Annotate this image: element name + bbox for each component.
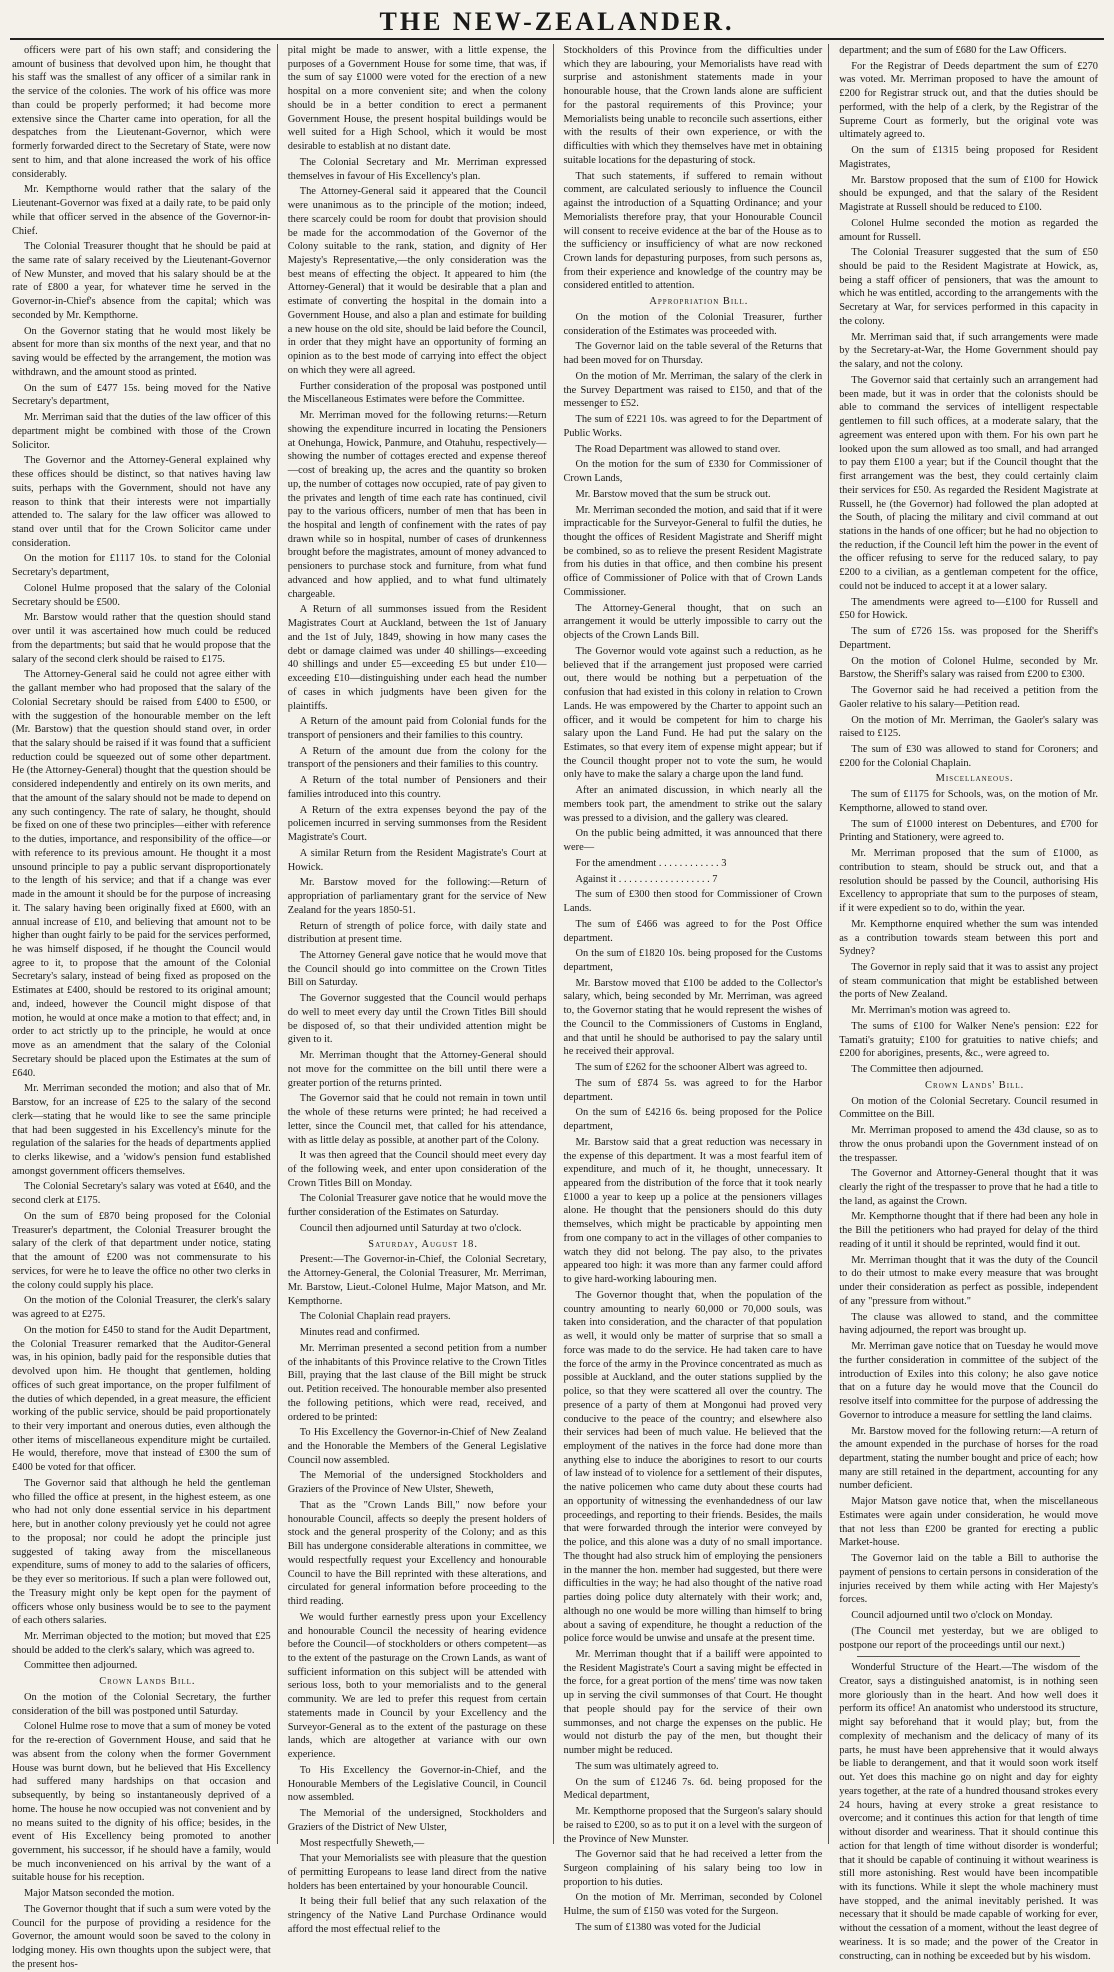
article-paragraph: Major Matson gave notice that, when the miscellaneous Estimates were again under consideration, he would move that not less than £200 be granted for erecting a public Market-house.: [839, 1496, 1098, 1549]
article-paragraph: The Attorney-General said he could not agree either with the gallant member who had proposed that the salary of the Colonial Secretary should be raised from £400 to £500, or with the suggestion of the honourable member on the left (Mr. Barstow) that the question should stand over, in order that the salary should be raised if it was found that a sufficient reduction could be squeezed out of some other department. He (the Attorney-General) thought that the question should be considered independently and entirely on its own merits, and that the amount of the salary should not be made to depend on any such contingency. The rate of salary, he thought, should be fixed on one of these two principles—either with reference to the duties, importance, and responsibility of the office—or with reference to its previous amount. He thought it a most unsound principle to pay a public servant disproportionately to the length of his service; and that if a change was ever made in the amount it should be for the purpose of increasing it. The salary having been originally fixed at £600, with an annual increase of £10, and believing that amount not to be higher than ought fairly to be paid for the services performed, he was himself disposed, if he thought the Council would agree to it, to propose that the amount of the Colonial Secretary's salary, instead of being fixed as proposed on the Estimates at £400, should be restored to its original amount; and, indeed, however the Council might dispose of that motion, he would at once make a motion to that effect; and, in order to act strictly up to the principle, he would at once move as an amendment that the salary of the Colonial Secretary should be placed upon the Estimates at the sum of £640.: [12, 669, 271, 1079]
article-paragraph: (The Council met yesterday, but we are obliged to postpone our report of the proceedings until our next.): [839, 1625, 1098, 1651]
article-paragraph: The Governor said that he had received a letter from the Surgeon complaining of his salary being too low in proportion to his duties.: [563, 1849, 823, 1888]
article-paragraph: On the sum of £1246 7s. 6d. being proposed for the Medical department,: [563, 1776, 823, 1802]
article-paragraph: On the sum of £4216 6s. being proposed for the Police department,: [563, 1107, 823, 1133]
article-paragraph: officers were part of his own staff; and considering the amount of business that devolved upon him, he thought that his staff was the smallest of any officer of a similar rank in the service of the colonies. The work of his office was more than could be properly performed; it had become more extensive since the Charter came into operation, for all the despatches from the Lieutenant-Governor, which were formerly forwarded direct to the Secretary of State, were now sent to him, and that alone increased the work of his office considerably.: [12, 45, 271, 180]
article-paragraph: The Memorial of the undersigned, Stockholders and Graziers of the District of New Ulster,: [287, 1808, 547, 1833]
article-paragraph: That such statements, if suffered to remain without comment, are calculated seriously to influence the Council against the introduction of a Squatting Ordinance; and your Memorialists therefore pray, that your Honourable Council will consent to receive evidence at the bar of the House as to the sufficiency or insufficiency of what are now reckoned Crown lands for depasturing purposes, from such persons as, from their experience and knowledge of the country may be considered entitled to attention.: [563, 170, 823, 292]
article-paragraph: The sum of £1380 was voted for the Judicial: [575, 1921, 761, 1933]
article-paragraph: Mr. Barstow moved for the following return:—A return of the amount expended in the purchase of horses for the road department, stating the number bought and price of each; how many are still retained in the department, accounting for any number deficient.: [839, 1425, 1098, 1492]
article-paragraph: That as the "Crown Lands Bill," now before your honourable Council, affects so deeply the present holders of stock and the general prosperity of the Colony; and as this Bill has undergone considerable alterations in committee, we would respectfully request your Excellency and honourable Council to have the Bill reprinted with these alterations, and circulated for general information before proceeding to the third reading.: [287, 1499, 547, 1608]
article-paragraph: Mr. Merriman moved for the following returns:—Return showing the expenditure incurred in locating the Pensioners at Onehunga, Howick, Panmure, and Otahuhu, respectively—showing the number of cottages erected and expense thereof—cost of breaking up, the acres and the quantity so broken up, the number of cottages now occupied, rate of pay given to the privates and length of time each rate has continued, civil pay to the various officers, number of men that has been in the hospital and length of confinement with the rates of pay drawn while so in hospital, number of cases of drunkenness brought before the magistrates, amount of money advanced to pensioners to purchase stock and furniture, from what fund advanced and how applied, and to what fund ultimately chargeable.: [287, 410, 547, 600]
article-paragraph: A Return of the total number of Pensioners and their families introduced into this country.: [287, 775, 547, 800]
article-paragraph: Mr. Merriman proposed to amend the 43d clause, so as to throw the onus probandi upon the Government instead of on the trespasser.: [839, 1125, 1098, 1164]
continued-paragraph: department; and the sum of £680 for the Law Officers.: [839, 45, 1067, 56]
article-paragraph: Committee then adjourned.: [24, 1660, 138, 1672]
article-paragraph: Council then adjourned until Saturday at two o'clock.: [299, 1222, 522, 1234]
article-paragraph: Present:—The Governor-in-Chief, the Colonial Secretary, the Attorney-General, the Colonial Treasurer, Mr. Merriman, Mr. Barstow, Lieut.-Colonel Hulme, Major Matson, and Mr. Kempthorne.: [287, 1254, 547, 1307]
article-paragraph: The Colonial Treasurer suggested that the sum of £50 should be paid to the Resident Magistrate at Howick, as, being a staff officer of pensioners, that was the amount to which he was entitled, according to the arrangements with the Secretary at War, for services performed in this capacity in the colony.: [839, 247, 1098, 327]
article-paragraph: The sum of £300 then stood for Commissioner of Crown Lands.: [563, 889, 823, 915]
article-paragraph: On the sum of £477 15s. being moved for the Native Secretary's department,: [12, 382, 271, 408]
article-paragraph: Mr. Barstow proposed that the sum of £100 for Howick should be expunged, and that the salary of the Resident Magistrate at Russell should be reduced to £100.: [839, 174, 1098, 214]
article-paragraph: The Governor thought that, when the population of the country amounting to nearly 60,000 or 70,000 souls, was taken into consideration, and the character of that population as well, it would only be matter of surprise that so small a force was made to do the service. He had taken care to have the force of the army in the Province concentrated as much as possible at Auckland, and the outer stations supplied by the police, so that they were scattered all over the country. The presence of a party of them at Mongonui had proved very conducive to the peace of the country; and elsewhere also their services had been of much value. He believed that the employment of the natives in the force had done more than anything else to induce the aborigines to resort to our courts of law instead of to violence for a settlement of their disputes, the native policemen who came duty about these courts had an opportunity of witnessing the evenhandedness of our law proceedings, and reporting to their friends. Besides, the mails that were forwarded through the interior were conveyed by the police, and this alone was a duty of no small importance. The thought had also struck him of employing the pensioners in the manner the hon. member had suggested, but there were difficulties in the way; he had also thought of the native road parties doing police duty alternately with their work; and, although no one would be more willing than himself to bring about a saving of expenditure, he thought a reduction of the police force would be unwise and unsafe at the present time.: [563, 1289, 823, 1645]
article-paragraph: The Colonial Treasurer thought that he should be paid at the same rate of salary received by the Lieutenant-Governor of New Munster, and moved that his salary should be at the rate of £800 a year, for whatever time he served in the Governor-in-Chief's absence from the capital; which was seconded by Mr. Kempthorne.: [12, 241, 271, 321]
article-paragraph: On the motion of the Colonial Secretary, the further consideration of the bill was postponed until Saturday.: [12, 1691, 271, 1717]
article-paragraph: On motion of the Colonial Secretary. Council resumed in Committee on the Bill.: [839, 1095, 1098, 1121]
article-paragraph: For the Registrar of Deeds department the sum of £270 was voted. Mr. Merriman proposed to have the amount of £200 for Registrar struck out, and that the duties should be performed, with the help of a clerk, by the Registrar of the Supreme Court as formerly, but the original vote was ultimately agreed to.: [839, 60, 1098, 141]
article-paragraph: Return of strength of police force, with daily state and distribution at present time.: [287, 920, 547, 946]
article-paragraph: The Governor said that certainly such an arrangement had been made, but it was in order that the colonists should be able to command the services of intelligent respectable gentlemen to fill such offices, at a moderate salary, that the agreement was entered upon with them. For his own part he looked upon the sum allowed as too small, and had arranged to pay them £100 a year; but if the Council thought that the first arrangement was the best, they could certainly claim their services for £50. As regarded the Resident Magistrate at Russell, he (the Governor) had followed the plan adopted at the South, of placing the military and civil command at out stations in the hands of one officer; but he had no objection to the reduction, if the Council left him the power in the event of the officer refusing to serve for the reduced salary, to pay £200 to a civilian, as a gentleman competent for the office, could not be induced to accept it at a lower salary.: [839, 374, 1098, 592]
article-paragraph: The Governor in reply said that it was to assist any project of steam communication that might be established between the ports of New Zealand.: [839, 962, 1098, 1001]
article-paragraph: The Colonial Treasurer gave notice that he would move the further consideration of the Estimates on Saturday.: [287, 1193, 547, 1219]
article-paragraph: Mr. Merriman thought that it was the duty of the Council to do their utmost to make every measure that was brought under their consideration as perfect as possible, independent of any "pressure from without.": [839, 1254, 1098, 1307]
section-heading: Appropriation Bill.: [649, 296, 749, 308]
article-paragraph: Mr. Merriman proposed that the sum of £1000, as contribution to steam, should be struck out, and that a resolution should be passed by the Council, authorising His Excellency to appropriate that sum to the purposes of steam, if it were expedient so to do, within the year.: [839, 848, 1098, 915]
column-3: [562, 44, 830, 1933]
article-paragraph: On the sum of £1315 being proposed for Resident Magistrates,: [839, 145, 1098, 170]
memorial-address: To His Excellency the Governor-in-Chief, and the Honourable Members of the Legislative Council, in Council now assembled.: [287, 1764, 547, 1804]
article-paragraph: Minutes read and confirmed.: [299, 1327, 420, 1339]
article-paragraph: On the motion of Mr. Merriman, the Gaoler's salary was raised to £125.: [839, 714, 1098, 740]
article-paragraph: On the motion for the sum of £330 for Commissioner of Crown Lands,: [563, 459, 823, 485]
article-paragraph: The Attorney-General said it appeared that the Council were unanimous as to the principle of the motion; indeed, there scarcely could be room for doubt that provision should be made for the accommodation of the Governor of the Colony suitable to the rank, station, and dignity of Her Majesty's Representative,—the only consideration was the best means of effecting the object. It appeared to him (the Attorney-General) that it would be desirable that a plan and estimate of converting the hospital in the domain into a Government House, and also a plan and estimate for building a new house on the old site, should be laid before the Council, in order that they might have an opportunity of forming an opinion as to the best mode of carrying into effect the object on which they were all agreed.: [287, 186, 547, 376]
article-paragraph: On the public being admitted, it was announced that there were—: [563, 828, 823, 854]
article-paragraph: The Attorney-General thought, that on such an arrangement it would be utterly impossible to carry out the objects of the Crown Lands Bill.: [563, 602, 823, 642]
article-paragraph: On the motion of Colonel Hulme, seconded by Mr. Barstow, the Sheriff's salary was raised from £200 to £300.: [839, 655, 1098, 681]
columns: [10, 44, 1104, 1970]
article-paragraph: Mr. Barstow said that a great reduction was necessary in the expense of this department. It was a most fearful item of expenditure, and much of it, he thought, unnecessary. It appeared from the distribution of the force that it took nearly £1000 a year to keep up a police at the pensioners villages alone. He thought that the pensioners should do this duty themselves, which might be practicable by appointing men from one company to act in the villages of other companies to watch they did not belong. The pay also, to the privates appeared too high: it was more than any farmer could afford to give hard-working labouring men.: [563, 1136, 823, 1286]
article-paragraph: The Governor laid on the table several of the Returns that had been moved for on Thursday.: [563, 341, 823, 367]
article-paragraph: Most respectfully Sheweth,—: [299, 1837, 425, 1849]
article-paragraph: The Governor said that he could not remain in town until the whole of these returns were printed; he had received a letter, since the Council met, that called for his attendance, with as little delay as possible, at another part of the Colony.: [287, 1093, 547, 1146]
article-paragraph: It was then agreed that the Council should meet every day of the following week, and enter upon consideration of the Crown Titles Bill on Monday.: [287, 1150, 547, 1189]
article-paragraph: Mr. Barstow moved for the following:—Return of appropriation of parliamentary grant for the service of New Zealand for the years 1850-51.: [287, 877, 547, 916]
section-heading: Miscellaneous.: [935, 773, 1014, 785]
article-paragraph: The Governor and the Attorney-General explained why these offices should be distinct, so that natives having law suits, perhaps with the Government, should not have any reason to think that their interests were not impartially attended to. The salary for the law officer was allowed to stand over until that for the Crown Solicitor came under consideration.: [12, 455, 271, 549]
article-paragraph: Mr. Merriman presented a second petition from a number of the inhabitants of this Province relative to the Crown Titles Bill, praying that the last clause of the Bill might be struck out. Petition received. The honourable member also presented the following petitions, which were read, received, and ordered to be printed:: [287, 1342, 547, 1423]
article-paragraph: That your Memorialists see with pleasure that the question of permitting Europeans to lease land direct from the native holders has been entertained by your honourable Council.: [287, 1853, 547, 1892]
article-paragraph: On the motion of Mr. Merriman, seconded by Colonel Hulme, the sum of £150 was voted for the Surgeon.: [563, 1892, 823, 1918]
article-paragraph: The sum of £874 5s. was agreed to for the Harbor department.: [563, 1077, 823, 1103]
article-paragraph: Mr. Kempthorne proposed that the Surgeon's salary should be raised to £200, so as to put it on a level with the surgeon of the Province of New Munster.: [563, 1806, 823, 1845]
article-paragraph: Council adjourned until two o'clock on Monday.: [851, 1610, 1053, 1622]
article-paragraph: A Return of the amount due from the colony for the transport of the pensioners and their families to this country.: [287, 745, 547, 771]
article-paragraph: The amendments were agreed to—£100 for Russell and £50 for Howick.: [839, 596, 1098, 622]
article-paragraph: The Governor laid on the table a Bill to authorise the payment of pensions to certain persons in consideration of the injuries received by them while acting with Her Majesty's forces.: [839, 1553, 1098, 1606]
article-paragraph: Mr. Merriman's motion was agreed to.: [851, 1005, 1011, 1017]
article-paragraph: The Governor said that although he held the gentleman who filled the office at present, in the highest esteem, as one who had not only done essential service in his department here, but in another colony previously yet he could not agree to the proposal; nor could he adopt the principle just suggested of taking away from the miscellaneous expenditure, sums of money to add to the salaries of officers, be they ever so meritorious. If such a plan were followed out, the Treasury might only be kept open for the payment of officers whose only business would be to see to the payment of each others salaries.: [12, 1477, 271, 1627]
article-paragraph: The sum of £221 10s. was agreed to for the Department of Public Works.: [563, 414, 823, 439]
article-paragraph: On the motion for £1117 10s. to stand for the Colonial Secretary's department,: [12, 553, 271, 579]
article-paragraph: Mr. Barstow moved that £100 be added to the Collector's salary, which, being seconded by Mr. Merriman, was agreed to, the Governor stating that he would represent the wishes of the Council to the Commissioners of Customs in England, and that until he should be authorised to pay the salary until he received their approval.: [563, 977, 823, 1058]
article-paragraph: A Return of all summonses issued from the Resident Magistrates Court at Auckland, between the 1st of January and the 1st of July, 1849, showing in how many cases the debt or damage claimed was under 40 shillings—exceeding 40 shillings and under £5—exceeding £5 but under £10—exceeding £10—distinguishing under each head the number of cases in which judgments have been given for the plaintiffs.: [287, 604, 547, 712]
article-paragraph: The Colonial Secretary's salary was voted at £640, and the second clerk at £175.: [12, 1181, 271, 1207]
article-paragraph: Mr. Merriman seconded the motion; and also that of Mr. Barstow, for an increase of £25 to the salary of the second clerk—stating that he would like to see the same principle that had been suggested in his Excellency's minute for the regulation of the salaries for the heads of departments applied to clerks likewise, and a 'widow's pension fund established amongst government officers themselves.: [12, 1083, 271, 1177]
vote-count: Against it . . . . . . . . . . . . . . . . . . 7: [575, 873, 718, 885]
memorial-address: To His Excellency the Governor-in-Chief of New Zealand and the Honorable the Members of the General Legislative Council now assembled.: [287, 1427, 547, 1466]
article-paragraph: The sum of £1175 for Schools, was, on the motion of Mr. Kempthorne, allowed to stand over.: [839, 789, 1098, 814]
column-4: [837, 44, 1104, 1962]
article-paragraph: Colonel Hulme rose to move that a sum of money be voted for the re-erection of Government House, and said that he was absent from the colony when the former Government House was burnt down, but he believed that His Excellency had suffered many hardships on that occasion and subsequently, by being so instantaneously deprived of a home. The house he now occupied was not convenient and by no means suited to the dignity of his office; besides, in the event of His Excellency being promoted to another government, his successor, if he should have a family, would be much inconvenienced on his arrival by the want of a suitable house for his reception.: [12, 1721, 271, 1884]
section-rule: [857, 1656, 1080, 1657]
article-paragraph: A Return of the extra expenses beyond the pay of the policemen incurred in serving summonses from the Resident Magistrate's Court.: [287, 804, 547, 844]
article-paragraph: The sum of £30 was allowed to stand for Coroners; and £200 for the Colonial Chaplain.: [839, 743, 1098, 769]
article-paragraph: The Road Department was allowed to stand over.: [575, 443, 781, 455]
article-paragraph: On the sum of £1820 10s. being proposed for the Customs department,: [563, 948, 823, 973]
article-paragraph: Mr. Merriman said that the duties of the law officer of this department might be combined with those of the Crown Solicitor.: [12, 412, 271, 451]
article-paragraph: Mr. Merriman seconded the motion, and said that if it were impracticable for the Surveyor-General to fulfil the duties, he thought the offices of Resident Magistrate and Sheriff might be combined, so as to relieve the present Resident Magistrate from his duties in that office, and then combine his present office of Commissioner of Police with that of Crown Lands Commissioner.: [563, 504, 823, 598]
article-paragraph: Mr. Merriman gave notice that on Tuesday he would move the further consideration in committee of the subject of the introduction of Exiles into this colony; he also gave notice that on a future day he would move that the Council do resolve itself into committee for the purpose of addressing the Governor to introduce a measure for settling the land claims.: [839, 1341, 1098, 1421]
article-paragraph: The sum of £262 for the schooner Albert was agreed to.: [575, 1062, 808, 1074]
article-paragraph: The Governor suggested that the Council would perhaps do well to meet every day until the Crown Titles Bill should be disposed of, so that their undivided attention might be given to it.: [287, 993, 547, 1046]
article-paragraph: Mr. Merriman said that, if such arrangements were made by the Secretary-at-War, the Home Government should pay the salary, and not the colony.: [839, 331, 1098, 371]
article-paragraph: The Attorney General gave notice that he would move that the Council should go into committee on the Crown Titles Bill on Saturday.: [287, 950, 547, 989]
article-paragraph: Mr. Kempthorne thought that if there had been any hole in the Bill the petitioners who had prayed for delay of the third reading of it until it should be reprinted, would find it out.: [839, 1211, 1098, 1250]
article-paragraph: Further consideration of the proposal was postponed until the Miscellaneous Estimates were before the Committee.: [287, 380, 547, 406]
article-paragraph: Mr. Merriman objected to the motion; but moved that £25 should be added to the clerk's salary, which was agreed to.: [12, 1630, 271, 1656]
article-paragraph: Colonel Hulme seconded the motion as regarded the amount for Russell.: [839, 217, 1098, 243]
article-paragraph: The sums of £100 for Walker Nene's pension: £22 for Tamati's gratuity; £100 for gratuities to native chiefs; and £200 for aborigines, presents, &c., were agreed to.: [839, 1020, 1098, 1060]
article-paragraph: The sum of £466 was agreed to for the Post Office department.: [563, 918, 823, 944]
article-paragraph: The Memorial of the undersigned Stockholders and Graziers of the Province of New Ulster, Sheweth,: [287, 1470, 547, 1496]
section-heading: Crown Lands' Bill.: [925, 1079, 1025, 1091]
masthead: THE NEW-ZEALANDER.: [10, 6, 1104, 40]
article-paragraph: Wonderful Structure of the Heart.—The wisdom of the Creator, says a distinguished anatomist, is in nothing seen more gloriously than in the heart. And how well does it perform its office! An anatomist who understood its structure, might say beforehand that it would play; but, from the complexity of mechanism and the delicacy of many of its parts, he must have been apprehensive that it would always be liable to derangement, and that it would soon work itself out. Yet does this machine go on night and day for eighty years together, at the rate of a hundred thousand strokes every 24 hours, having at every stroke a great resistance to overcome; and it continues this action for that length of time without disorder and weariness. That it should continue this action for that length of time without disorder is wonderful; that it should be capable of continuing it without weariness is still more astonishing. Rest would have been incompatible with its functions. While it slept the whole machinery must have stopped, and the animal inevitably perished. It was necessary that it should be made capable of working for ever, without the cessation of a moment, without the least degree of weariness. It is so made; and the power of the Creator in constructing, can in nothing be exceeded but by his wisdom.: [839, 1662, 1098, 1962]
article-paragraph: The Governor said he had received a petition from the Gaoler relative to his salary—Petition read.: [839, 685, 1098, 710]
article-paragraph: On the motion for £450 to stand for the Audit Department, the Colonial Treasurer remarked that the Auditor-General was, in his opinion, badly paid for the responsible duties that devolved upon him. He thought that gentlemen, holding offices of such great importance, on the proper fulfilment of the duties of which depended, in a great measure, the efficient working of the public service, should be paid proportionately to their very important and onerous duties, even although the other items of miscellaneous expenditure might be curtailed. He would, therefore, move that instead of £300 the sum of £400 be voted for that officer.: [12, 1324, 271, 1474]
continued-paragraph: pital might be made to answer, with a little expense, the purposes of a Government House for some time, that was, if the sum of say £1000 were voted for the erection of a new hospital on a more convenient site; and when the colony should be in a better condition to erect a permanent Government House, the present hospital buildings would be well suited for a High School, which it would be most desirable to establish at no distant date.: [287, 45, 547, 153]
article-paragraph: On the motion of the Colonial Treasurer, the clerk's salary was agreed to at £275.: [12, 1295, 271, 1321]
article-paragraph: Mr. Merriman thought that if a bailiff were appointed to the Resident Magistrate's Court a saving might be effected in the force, for a great portion of the mens' time was now taken up in serving the civil summonses of that Court. He thought that people should pay for the service of their own summonses, and not charge the expenses on the public. He would not disturb the pay of the men, but thought their number might be reduced.: [563, 1648, 823, 1757]
article-paragraph: The Colonial Chaplain read prayers.: [299, 1311, 451, 1323]
article-paragraph: On the motion of the Colonial Treasurer, further consideration of the Estimates was proceeded with.: [563, 311, 823, 337]
article-paragraph: Mr. Barstow would rather that the question should stand over until it was ascertained how much could be reduced from the departments; but said that he would propose that the salary of the second clerk should be raised to £175.: [12, 612, 271, 665]
article-paragraph: A similar Return from the Resident Magistrate's Court at Howick.: [287, 847, 547, 873]
section-heading: Crown Lands Bill.: [99, 1676, 196, 1688]
article-paragraph: A Return of the amount paid from Colonial funds for the transport of pensioners and their families to this country.: [287, 716, 547, 741]
article-paragraph: The Colonial Secretary and Mr. Merriman expressed themselves in favour of His Excellency's plan.: [287, 156, 547, 182]
article-paragraph: Mr. Kempthorne would rather that the salary of the Lieutenant-Governor was fixed at a daily rate, to be paid only while that officer served in the absence of the Governor-in-Chief.: [12, 184, 271, 237]
continued-paragraph: Stockholders of this Province from the difficulties under which they are labouring, your Memorialists have read with surprise and astonishment statements made in your honourable house, that the Crown lands alone are sufficient for the pastoral requirements of this Province; your Memorialists being unable to reconcile such assertions, either with the results of their own experience, or with the difficulties with which they themselves have met in obtaining suitable locations for the depasturing of stock.: [563, 45, 823, 166]
article-paragraph: On the Governor stating that he would most likely be absent for more than six months of the next year, and that no saving would be effected by the arrangement, the motion was withdrawn, and the amount stood as printed.: [12, 325, 271, 378]
section-heading: Saturday, August 18.: [368, 1238, 478, 1250]
article-paragraph: The Governor thought that if such a sum were voted by the Council for the purpose of providing a residence for the Governor, the amount would soon be saved to the colony in lodging money. His own thoughts upon the subject were, that the present hos-: [12, 1903, 271, 1970]
article-paragraph: The sum of £1000 interest on Debentures, and £700 for Printing and Stationery, were agreed to.: [839, 818, 1098, 844]
article-paragraph: It being their full belief that any such relaxation of the stringency of the Native Land Purchase Ordinance would afford the most effectual relief to the: [287, 1896, 547, 1935]
article-paragraph: Mr. Barstow moved that the sum be struck out.: [575, 488, 771, 500]
article-paragraph: The sum of £726 15s. was proposed for the Sheriff's Department.: [839, 626, 1098, 651]
article-paragraph: On the sum of £870 being proposed for the Colonial Treasurer's department, the Colonial Treasurer brought the salary of the clerk of that department under notice, stating that the amount of £200 was not commensurate to his services, for were he to leave the office no other two clerks in the colony could supply his place.: [12, 1210, 271, 1291]
vote-count: For the amendment . . . . . . . . . . . . 3: [575, 857, 727, 869]
article-paragraph: The sum was ultimately agreed to.: [575, 1760, 719, 1772]
article-paragraph: Mr. Kempthorne enquired whether the sum was intended as a contribution towards steam between this port and Sydney?: [839, 918, 1098, 958]
article-paragraph: The Committee then adjourned.: [851, 1064, 984, 1076]
article-paragraph: Major Matson seconded the motion.: [24, 1888, 175, 1900]
article-paragraph: After an animated discussion, in which nearly all the members took part, the amendment to strike out the salary was pressed to a division, and the gallery was cleared.: [563, 785, 823, 824]
article-paragraph: We would further earnestly press upon your Excellency and honourable Council the necessity of hearing evidence before the Council—of stockholders or others competent—as to the extent of the pasturage on the Crown Lands, as want of sufficient information on this subject will be attended with serious loss, both to your memorialists and to the general community. We are led to prefer this request from certain statements made in Council by your Excellency and the Surveyor-General as to the extent of the pasturage on these lands, which are altogether at variance with our own experience.: [287, 1611, 547, 1761]
article-paragraph: The Governor and Attorney-General thought that it was clearly the right of the trespasser to prove that he had a title to the land, as against the Crown.: [839, 1168, 1098, 1207]
article-paragraph: On the motion of Mr. Merriman, the salary of the clerk in the Survey Department was raised to £150, and that of the messenger to £52.: [563, 370, 823, 410]
article-paragraph: The Governor would vote against such a reduction, as he believed that if the arrangement just proposed were carried out, there would be nothing but a perpetuation of the confusion that had existed in this colony in relation to Crown Lands. He was empowered by the Charter to appoint such an officer, and it would be competent for him to charge his salary upon the Land Fund. He had put the salary on the Estimates, so that every item of expense might appear; but if the Council thought proper not to vote the sum, he would only have to make the salary a charge upon the land fund.: [563, 645, 823, 781]
column-1: [10, 44, 278, 1970]
article-paragraph: Colonel Hulme proposed that the salary of the Colonial Secretary should be £500.: [12, 582, 271, 608]
article-paragraph: The clause was allowed to stand, and the committee having adjourned, the report was brought up.: [839, 1311, 1098, 1337]
article-paragraph: Mr. Merriman thought that the Attorney-General should not move for the committee on the bill until there were a greater portion of the returns printed.: [287, 1050, 547, 1089]
column-2: [286, 44, 554, 1935]
